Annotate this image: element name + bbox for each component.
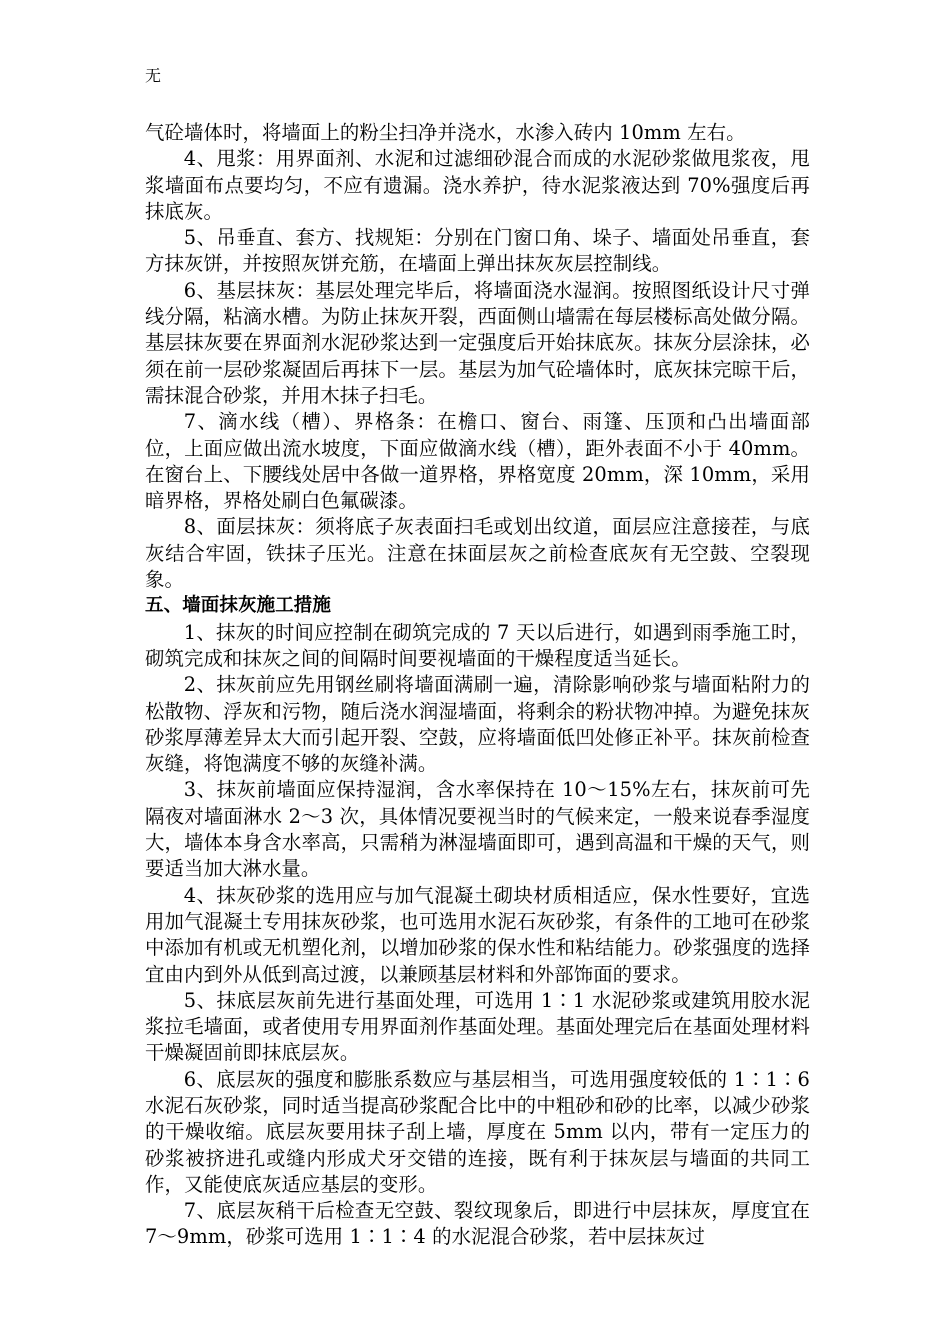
measure-paragraph-4: 4、抹灰砂浆的选用应与加气混凝土砌块材质相适应，保水性要好，宜选用加气混凝土专用抹灰砂浆，也可选用水泥石灰砂浆，有条件的工地可在砂浆中添加有机或无机塑化剂，以增加砂浆的保水性和粘结能力。砂浆强度的选择宜由内到外从低到高过渡，以兼顾基层材料和外部饰面的要求。 (145, 883, 810, 986)
paragraph-continuation: 气砼墙体时，将墙面上的粉尘扫净并浇水，水渗入砖内 10mm 左右。 (145, 121, 746, 144)
paragraph-step-4: 4、甩浆：用界面剂、水泥和过滤细砂混合而成的水泥砂浆做甩浆夜，甩浆墙面布点要均匀，不应有遗漏。浇水养护，待水泥浆液达到 70%强度后再抹底灰。 (145, 147, 810, 223)
section-heading: 五、墙面抹灰施工措施 (145, 595, 332, 617)
measure-paragraph-7: 7、底层灰稍干后检查无空鼓、裂纹现象后，即进行中层抹灰，厚度宜在 7～9mm，砂浆可选用 1∶1∶4 的水泥混合砂浆，若中层抹灰过 (145, 1199, 810, 1249)
document-body (145, 120, 810, 1251)
measure-paragraph-1: 1、抹灰的时间应控制在砌筑完成的 7 天以后进行，如遇到雨季施工时，砌筑完成和抹灰之间的间隔时间要视墙面的干燥程度适当延长。 (145, 620, 810, 670)
measure-paragraph-6: 6、底层灰的强度和膨胀系数应与基层相当，可选用强度较低的 1∶1∶6 水泥石灰砂浆，同时适当提高砂浆配合比中的中粗砂和砂的比率，以减少砂浆的干燥收缩。底层灰要用抹子刮上墙，厚度在 5mm 以内，带有一定压力的砂浆被挤进孔或缝内形成犬牙交错的连接，既有利于抹灰层与墙面的共同工作，又能使底灰适应基层的变形。 (145, 1067, 810, 1196)
measure-paragraph-2: 2、抹灰前应先用钢丝刷将墙面满刷一遍，清除影响砂浆与墙面粘附力的松散物、浮灰和污物，随后浇水润湿墙面，将剩余的粉状物冲掉。为避免抹灰砂浆厚薄差异太大而引起开裂、空鼓，应将墙面低凹处修正补平。抹灰前检查灰缝，将饱满度不够的灰缝补满。 (145, 673, 810, 776)
measure-paragraph-5: 5、抹底层灰前先进行基面处理，可选用 1∶1 水泥砂浆或建筑用胶水泥浆拉毛墙面，或者使用专用界面剂作基面处理。基面处理完后在基面处理材料干燥凝固前即抹底层灰。 (145, 988, 810, 1065)
paragraph-step-5: 5、吊垂直、套方、找规矩：分别在门窗口角、垛子、墙面处吊垂直，套方抹灰饼，并按照灰饼充筋，在墙面上弹出抹灰灰层控制线。 (145, 226, 810, 276)
measure-paragraph-3: 3、抹灰前墙面应保持湿润，含水率保持在 10～15%左右，抹灰前可先隔夜对墙面淋水 2～3 次，具体情况要视当时的气候来定，一般来说春季湿度大，墙体本身含水率高，只需稍为淋湿墙面即可，遇到高温和干燥的天气，则要适当加大淋水量。 (145, 778, 810, 881)
paragraph-step-7: 7、滴水线（槽）、界格条：在檐口、窗台、雨篷、压顶和凸出墙面部位，上面应做出流水坡度，下面应做滴水线（槽），距外表面不小于 40mm。在窗台上、下腰线处居中各做一道界格，界格宽度 20mm，深 10mm，采用暗界格，界格处刷白色氟碳漆。 (145, 410, 810, 513)
paragraph-step-6: 6、基层抹灰：基层处理完毕后，将墙面浇水湿润。按照图纸设计尺寸弹线分隔，粘滴水槽。为防止抹灰开裂，西面侧山墙需在每层楼标高处做分隔。基层抹灰要在界面剂水泥砂浆达到一定强度后开始抹底灰。抹灰分层涂抹，必须在前一层砂浆凝固后再抹下一层。基层为加气砼墙体时，底灰抹完晾干后，需抹混合砂浆，并用木抹子扫毛。 (145, 278, 810, 407)
page-header: 无 (145, 66, 162, 85)
paragraph-step-8: 8、面层抹灰：须将底子灰表面扫毛或划出纹道，面层应注意接茬，与底灰结合牢固，铁抹子压光。注意在抹面层灰之前检查底灰有无空鼓、空裂现象。 (145, 515, 810, 592)
